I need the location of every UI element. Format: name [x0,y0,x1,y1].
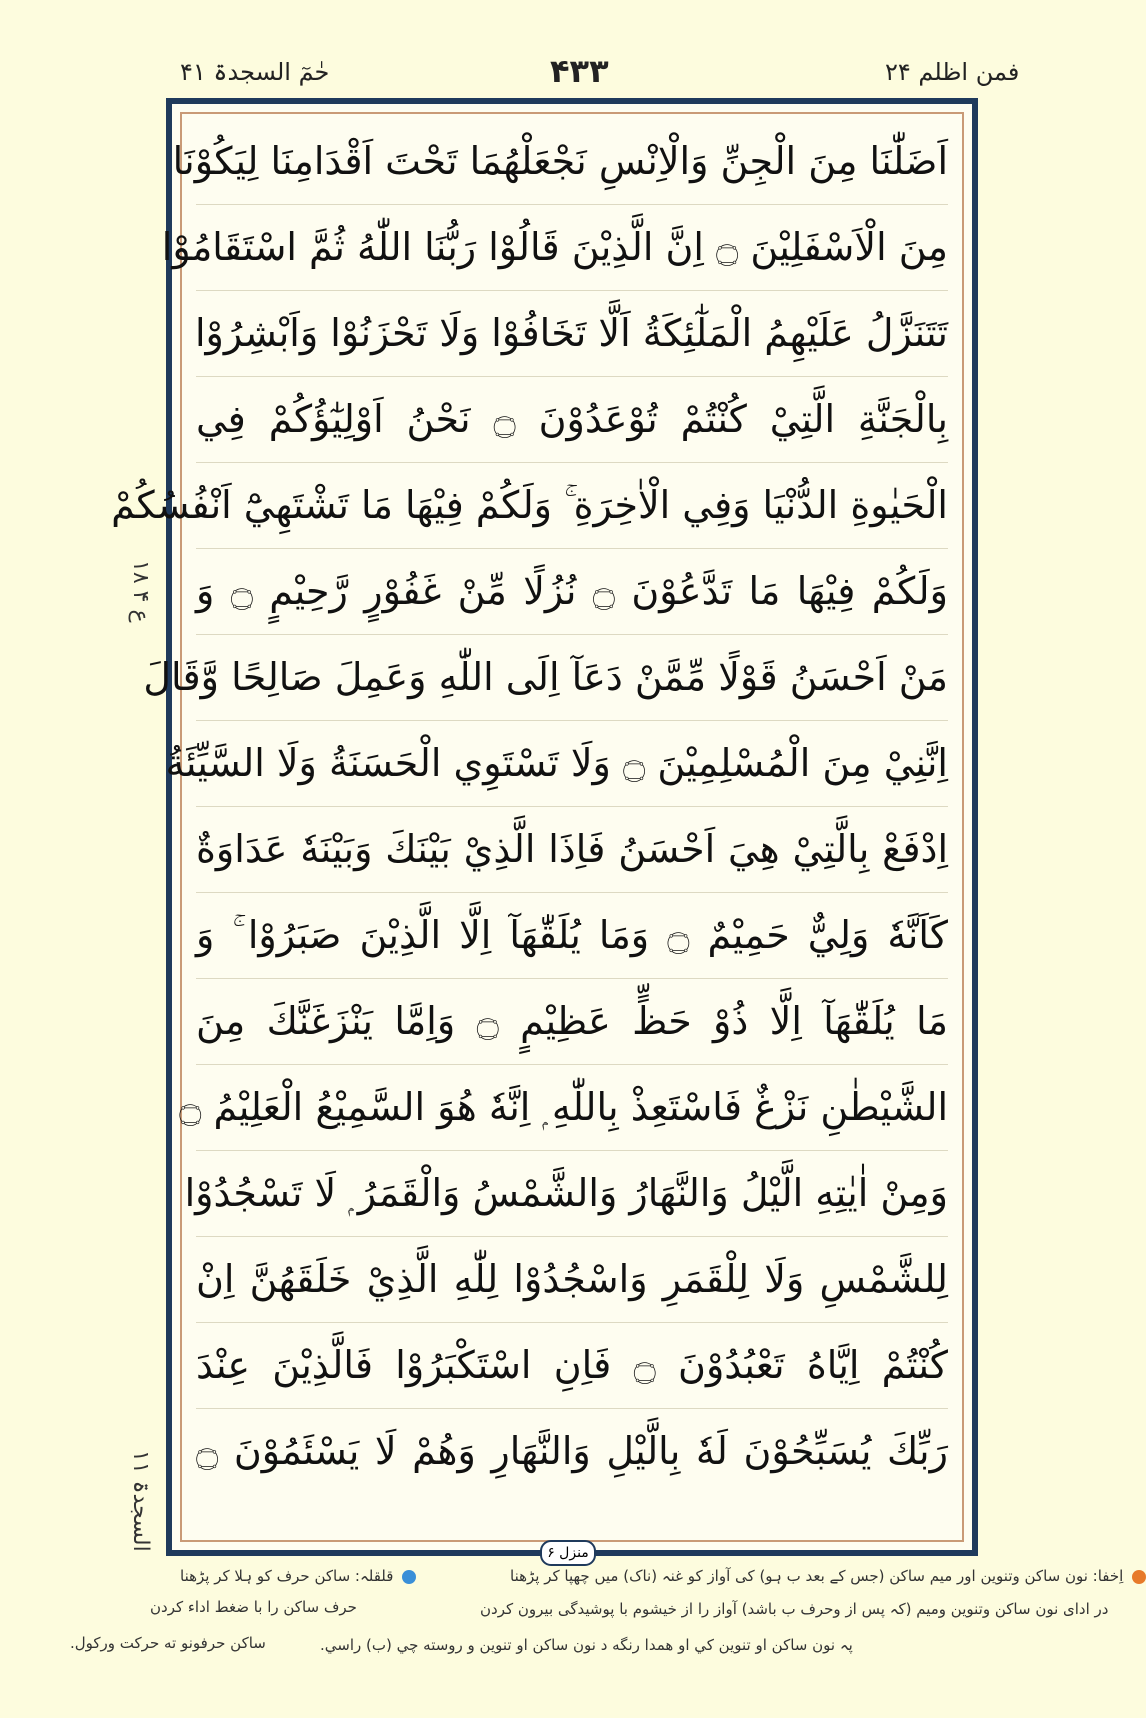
page-number: ۴۳۳ [550,52,609,90]
verse-line-13: وَمِنْ اٰيٰتِهِ الَّيْلُ وَالنَّهَارُ وَالشَّمْسُ وَالْقَمَرُ ۭ لَا تَسْجُدُوْا [196,1150,948,1237]
verse-line-9: اِدْفَعْ بِالَّتِيْ هِيَ اَحْسَنُ فَاِذَا الَّذِيْ بَيْنَكَ وَبَيْنَهٗ عَدَاوَةٌ [196,806,948,893]
sajdah-marker: السجدۃ ۱۱ [128,1450,153,1552]
manzil-label: منزل ۶ [540,1540,596,1566]
verse-line-16: رَبِّكَ يُسَبِّحُوْنَ لَهٗ بِالَّيْلِ وَالنَّهَارِ وَهُمْ لَا يَسْئَمُوْنَ ۝ [196,1429,948,1473]
verse-line-4: بِالْجَنَّةِ الَّتِيْ كُنْتُمْ تُوْعَدُوْنَ ۝ نَحْنُ اَوْلِيٰٓؤُكُمْ فِي [196,376,948,463]
verse-line-5: الْحَيٰوةِ الدُّنْيَا وَفِي الْاٰخِرَةِ ۚ وَلَكُمْ فِيْهَا مَا تَشْتَهِيْٓ اَنْفُسُكُمْ [196,462,948,549]
verse-line-12: الشَّيْطٰنِ نَزْغٌ فَاسْتَعِذْ بِاللّٰهِ ۭ اِنَّهٗ هُوَ السَّمِيْعُ الْعَلِيْمُ ۝ [196,1064,948,1151]
legend-ikhfa [510,1567,1146,1585]
legend-qalqala [180,1567,416,1585]
verse-line-8: اِنَّنِيْ مِنَ الْمُسْلِمِيْنَ ۝ وَلَا تَسْتَوِي الْحَسَنَةُ وَلَا السَّيِّئَةُ [196,720,948,807]
ikhfa-color-icon [1132,1570,1146,1584]
legend-pashto-qalqala: ساکن حرفونو ته حرکت ورکول. [70,1634,266,1652]
legend-ikhfa-text: اِخفا: نون ساکن وتنوین اور میم ساکن (جس کے بعد ب ہو) کی آواز کو غنہ (ناک) میں چھپا کر پڑھنا [510,1567,1124,1585]
ruku-marker: ع ۴ ۱۸ [128,560,153,623]
legend-qalqala-text: قلقلہ: ساکن حرف کو ہلا کر پڑھنا [180,1567,394,1585]
verse-line-7: مَنْ اَحْسَنُ قَوْلًا مِّمَّنْ دَعَآ اِلَى اللّٰهِ وَعَمِلَ صَالِحًا وَّقَالَ [196,634,948,721]
verse-line-3: تَتَنَزَّلُ عَلَيْهِمُ الْمَلٰٓئِكَةُ اَلَّا تَخَافُوْا وَلَا تَحْزَنُوْا وَاَبْشِرُوْا [196,290,948,377]
verse-line-2: مِنَ الْاَسْفَلِيْنَ ۝ اِنَّ الَّذِيْنَ قَالُوْا رَبُّنَا اللّٰهُ ثُمَّ اسْتَقَامُوْا [196,204,948,291]
verse-line-14: لِلشَّمْسِ وَلَا لِلْقَمَرِ وَاسْجُدُوْا لِلّٰهِ الَّذِيْ خَلَقَهُنَّ اِنْ [196,1236,948,1323]
header-surah-name: حٰمٓ السجدۃ ۴۱ [180,58,330,86]
legend-pashto-ikhfa: پہ نون ساکن او تنوین کي او همدا رنگه د نون ساکن او تنوین و روسته چي (ب) راسي. [320,1636,853,1654]
verse-line-1: اَضَلّٰنَا مِنَ الْجِنِّ وَالْاِنْسِ نَجْعَلْهُمَا تَحْتَ اَقْدَامِنَا لِيَكُوْنَا [196,118,948,205]
verse-line-11: مَا يُلَقّٰهَآ اِلَّا ذُوْ حَظٍّ عَظِيْمٍ ۝ وَاِمَّا يَنْزَغَنَّكَ مِنَ [196,978,948,1065]
header-juz-name: فمن اظلم ۲۴ [885,58,1020,86]
legend-persian-ikhfa: در ادای نون ساکن وتنوین ومیم (کہ پس از وحرف ب باشد) آواز را از خیشوم با پوشیدگی بیرون کردن [480,1600,1109,1618]
verse-line-15: كُنْتُمْ اِيَّاهُ تَعْبُدُوْنَ ۝ فَاِنِ اسْتَكْبَرُوْا فَالَّذِيْنَ عِنْدَ [196,1322,948,1409]
verse-line-10: كَاَنَّهٗ وَلِيٌّ حَمِيْمٌ ۝ وَمَا يُلَقّٰهَآ اِلَّا الَّذِيْنَ صَبَرُوْا ۚ وَ [196,892,948,979]
qalqala-color-icon [402,1570,416,1584]
legend-persian-qalqala: حرف ساکن را با ضغط اداء کردن [150,1598,357,1616]
verse-line-6: وَلَكُمْ فِيْهَا مَا تَدَّعُوْنَ ۝ نُزُلًا مِّنْ غَفُوْرٍ رَّحِيْمٍ ۝ وَ [196,548,948,635]
